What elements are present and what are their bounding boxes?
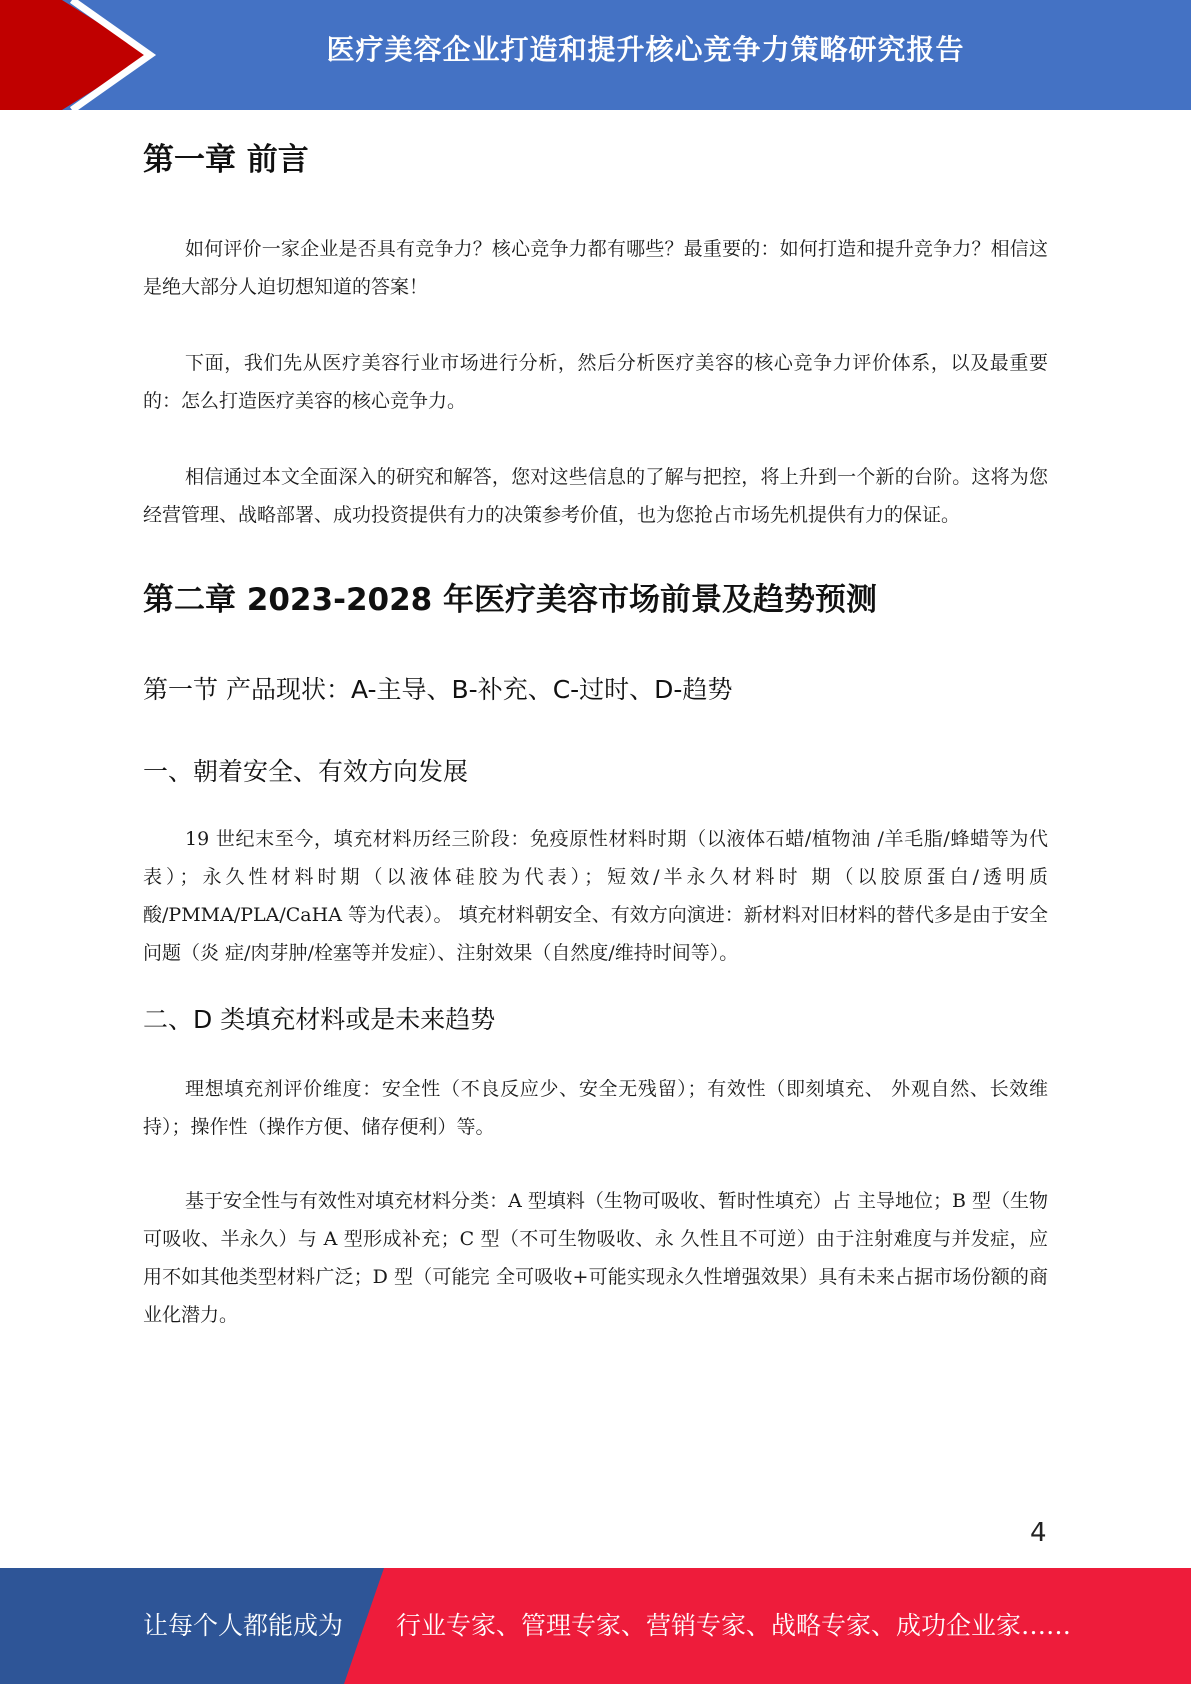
footer-slogan-left: 让每个人都能成为 <box>143 1611 344 1640</box>
chapter-1-heading: 第一章 前言 <box>143 142 309 178</box>
footer-slogan-right: 行业专家、管理专家、营销专家、战略专家、成功企业家…… <box>396 1611 1072 1640</box>
section-1-heading: 第一节 产品现状：A-主导、B-补充、C-过时、D-趋势 <box>143 675 733 704</box>
chapter-2-heading: 第二章 2023-2028 年医疗美容市场前景及趋势预测 <box>143 582 878 618</box>
report-title: 医疗美容企业打造和提升核心竞争力策略研究报告 <box>326 33 965 66</box>
subsection-1-heading: 一、朝着安全、有效方向发展 <box>143 757 469 786</box>
page-header <box>0 0 1191 110</box>
subsection-2-heading: 二、D 类填充材料或是未来趋势 <box>143 1005 496 1034</box>
chapter-1-paragraph-3: 相信通过本文全面深入的研究和解答，您对这些信息的了解与把控，将上升到一个新的台阶。这将为您经营管理、战略部署、成功投资提供有力的决策参考价值，也为您抢占市场先机提供有力的保证。 <box>143 466 1048 526</box>
subsection-2-paragraph-1: 理想填充剂评价维度：安全性（不良反应少、安全无残留）；有效性（即刻填充、 外观自然、长效维持）；操作性（操作方便、储存便利）等。 <box>143 1078 1048 1138</box>
page-footer <box>0 1568 1191 1684</box>
page-number: 4 <box>1030 1518 1047 1548</box>
subsection-1-paragraph-1: 19 世纪末至今，填充材料历经三阶段：免疫原性材料时期（以液体石蜡/植物油 /羊毛脂/蜂蜡等为代表）；永久性材料时期（以液体硅胶为代表）；短效/半永久材料时 期（以胶原蛋白/透明质酸/PMMA/PLA/CaHA 等为代表）。 填充材料朝安全、有效方向演进：新材料对旧材料的替代多是由于安全问题（炎 症/肉芽肿/栓塞等并发症）、注射效果（自然度/维持时间等）。 <box>143 828 1048 964</box>
chapter-1-paragraph-1: 如何评价一家企业是否具有竞争力？核心竞争力都有哪些？最重要的：如何打造和提升竞争力？相信这是绝大部分人迫切想知道的答案！ <box>143 238 1048 298</box>
subsection-2-paragraph-2: 基于安全性与有效性对填充材料分类：A 型填料（生物可吸收、暂时性填充）占 主导地位；B 型（生物可吸收、半永久）与 A 型形成补充；C 型（不可生物吸收、永 久性且不可逆）由于注射难度与并发症，应用不如其他类型材料广泛；D 型（可能完 全可吸收+可能实现永久性增强效果）具有未来占据市场份额的商业化潜力。 <box>143 1190 1048 1326</box>
chapter-1-paragraph-2: 下面，我们先从医疗美容行业市场进行分析，然后分析医疗美容的核心竞争力评价体系，以及最重要的：怎么打造医疗美容的核心竞争力。 <box>143 352 1048 412</box>
header-arrow-decoration <box>0 0 160 110</box>
main-content <box>143 120 1048 1334</box>
